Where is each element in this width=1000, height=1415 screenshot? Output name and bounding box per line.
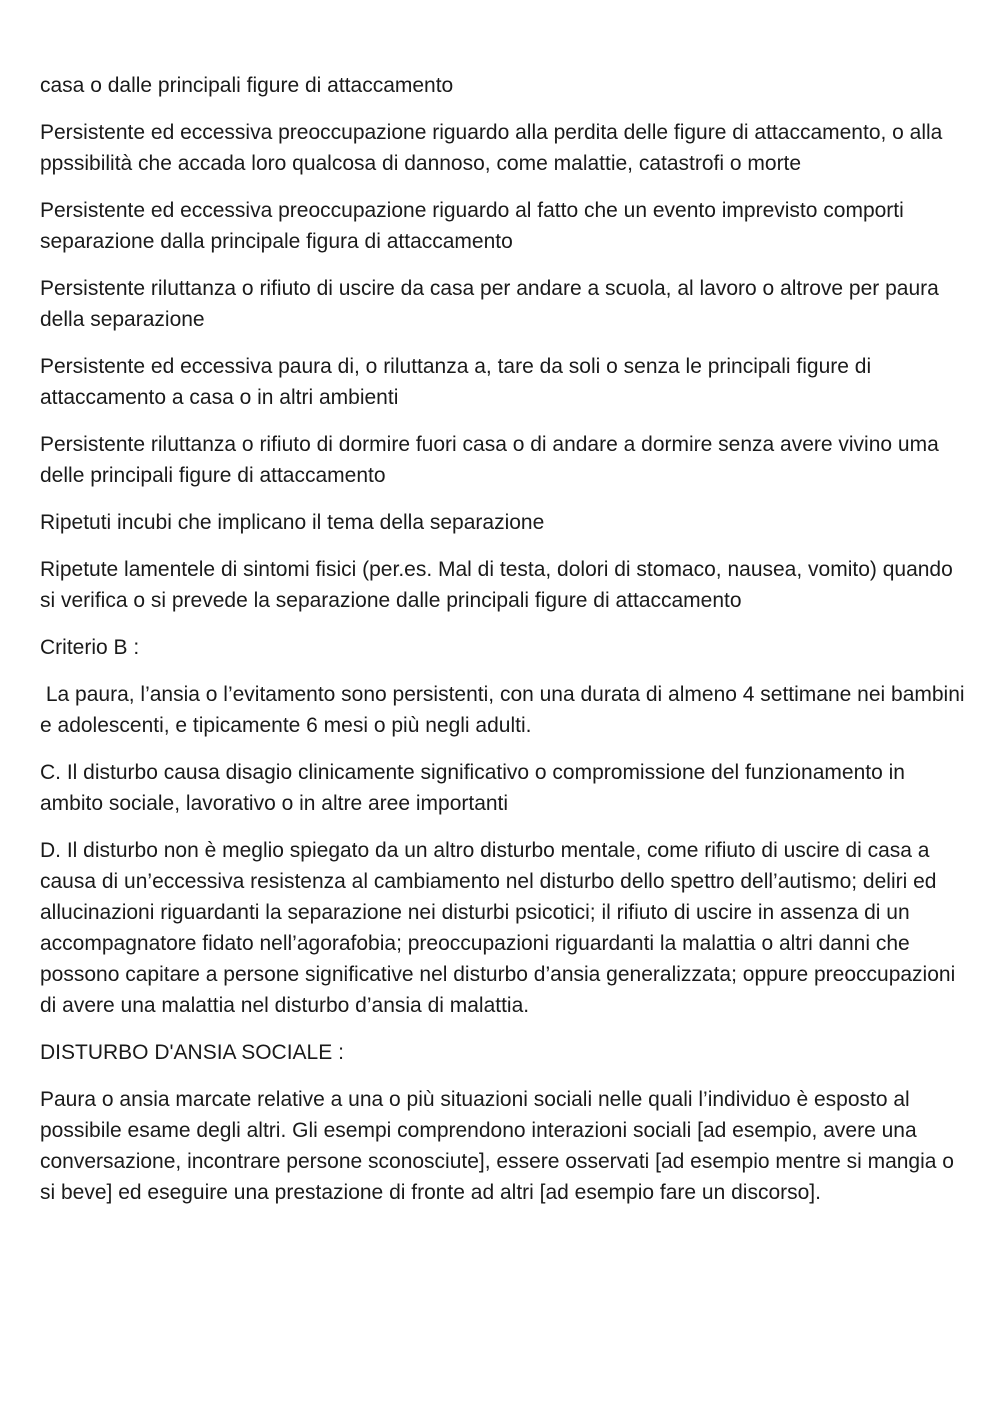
paragraph-symptom-unexpected-event: Persistente ed eccessiva preoccupazione riguardo al fatto che un evento imprevisto comporti separazione dalla principale figura di attaccamento bbox=[40, 199, 910, 253]
paragraph-symptom-sleep-away: Persistente riluttanza o rifiuto di dormire fuori casa o di andare a dormire senza avere vivino uma delle principali figure di attaccamento bbox=[40, 433, 945, 487]
paragraph-symptom-physical: Ripetute lamentele di sintomi fisici (per.es. Mal di testa, dolori di stomaco, nausea, vomito) quando si verifica o si prevede la separazione dalle principali figure di attaccamento bbox=[40, 558, 959, 612]
paragraph-criterio-c: C. Il disturbo causa disagio clinicamente significativo o compromissione del funzionamento in ambito sociale, lavorativo o in altre aree importanti bbox=[40, 761, 911, 815]
heading-criterio-b: Criterio B : bbox=[40, 636, 140, 659]
paragraph-symptom-nightmares: Ripetuti incubi che implicano il tema della separazione bbox=[40, 511, 545, 534]
paragraph-criterio-b: La paura, l’ansia o l’evitamento sono persistenti, con una durata di almeno 4 settimane nei bambini e adolescenti, e tipicamente 6 mesi o più negli adulti. bbox=[40, 683, 971, 737]
paragraph-symptom-loss-worry: Persistente ed eccessiva preoccupazione riguardo alla perdita delle figure di attaccamento, o alla ppssibilità che accada loro qualcosa di dannoso, come malattie, catastrofi o morte bbox=[40, 121, 949, 175]
paragraph-ansia-sociale-criterio-a: Paura o ansia marcate relative a una o più situazioni sociali nelle quali l’individuo è esposto al possibile esame degli altri. Gli esempi comprendono interazioni sociali [ad esempio, avere una conversazione, incontrare persone sconosciute], essere osservati [ad esempio mentre si mangia o si beve] ed eseguire una prestazione di fronte ad altri [ad esempio fare un discorso]. bbox=[40, 1088, 960, 1204]
document-body bbox=[40, 70, 971, 1224]
paragraph-symptom-fear-alone: Persistente ed eccessiva paura di, o riluttanza a, tare da soli o senza le principali figure di attaccamento a casa o in altri ambienti bbox=[40, 355, 877, 409]
paragraph-criterio-d: D. Il disturbo non è meglio spiegato da un altro disturbo mentale, come rifiuto di uscire di casa a causa di un’eccessiva resistenza al cambiamento nel disturbo dello spettro dell’autismo; deliri ed allucinazioni riguardanti la separazione nei disturbi psicotici; il rifiuto di uscire in assenza di un accompagnatore fidato nell’agorafobia; preoccupazioni riguardanti la malattia o altri danni che possono capitare a persone significative nel disturbo d’ansia generalizzata; oppure preoccupazioni di avere una malattia nel disturbo d’ansia di malattia. bbox=[40, 839, 962, 1017]
heading-disturbo-ansia-sociale: DISTURBO D'ANSIA SOCIALE : bbox=[40, 1041, 344, 1064]
paragraph-symptom-refusal-leave-home: Persistente riluttanza o rifiuto di uscire da casa per andare a scuola, al lavoro o altrove per paura della separazione bbox=[40, 277, 945, 331]
paragraph-continuation: casa o dalle principali figure di attaccamento bbox=[40, 74, 454, 97]
